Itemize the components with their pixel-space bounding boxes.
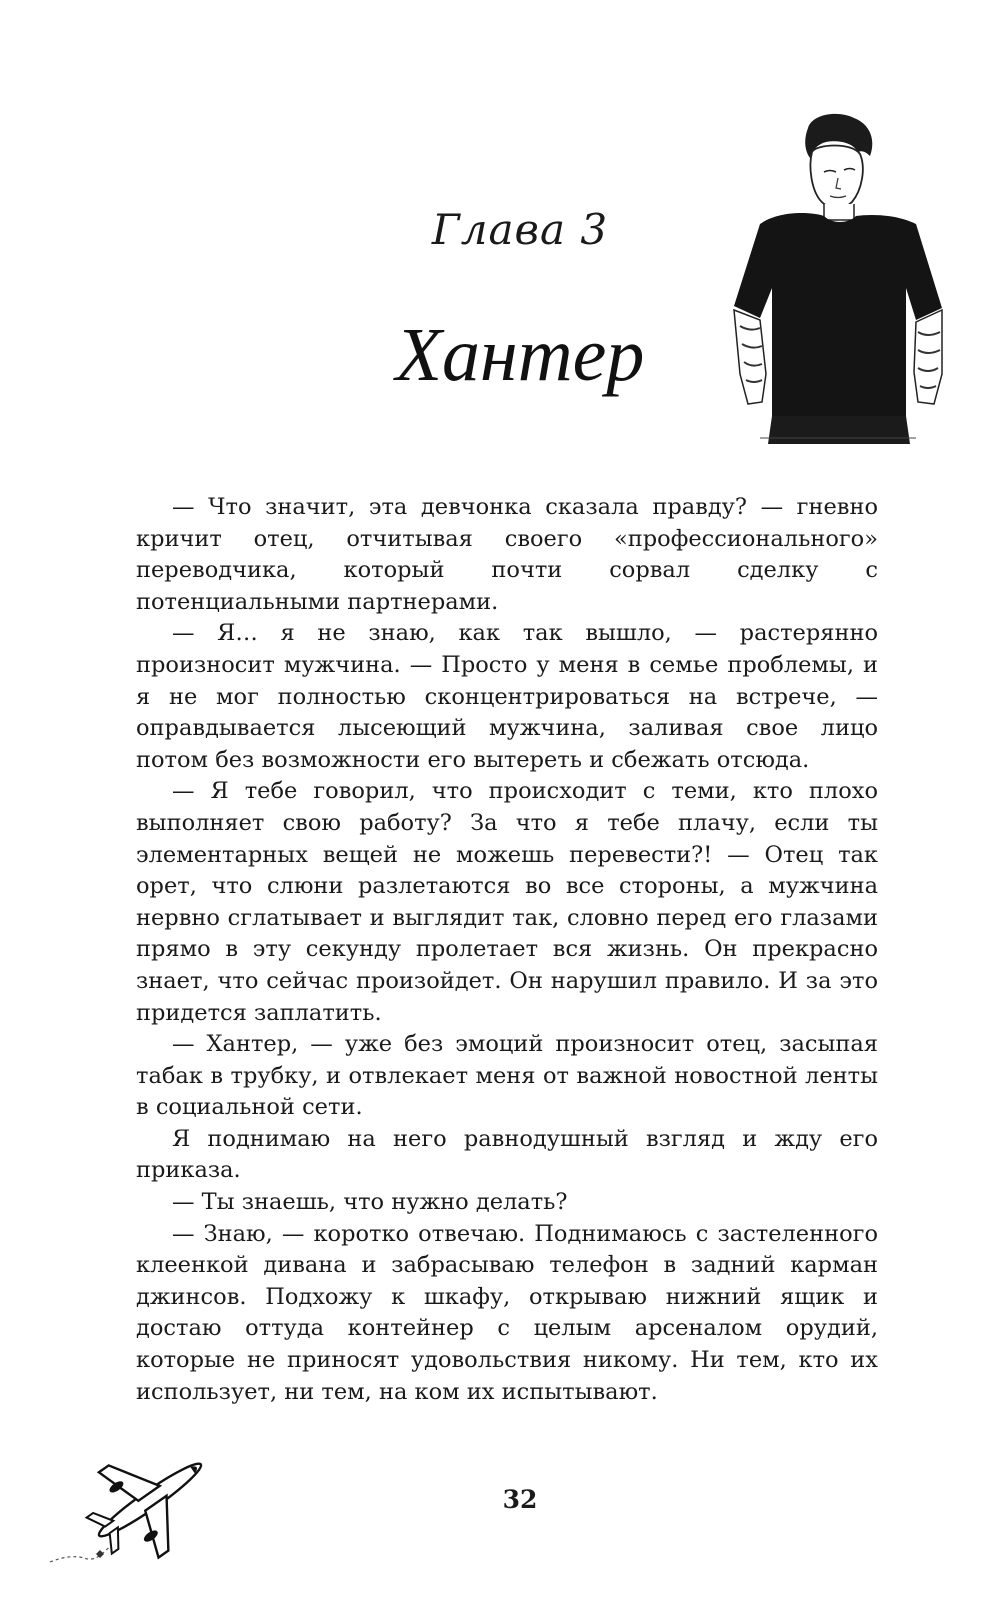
- chapter-title: Хантер: [395, 313, 645, 397]
- page-number: 32: [502, 1485, 538, 1514]
- chapter-body: [136, 492, 878, 1408]
- paragraph-2: — Я… я не знаю, как так вышло, — растерянно произносит мужчина. — Просто у меня в семье проблемы, и я не мог полностью сконцентрироваться на встрече, — оправдывается лысеющий мужчина, заливая свое лицо потом без возможности его вытереть и сбежать отсюда.: [136, 620, 878, 773]
- man-in-tshirt-illustration: [720, 112, 950, 444]
- paragraph-6: — Ты знаешь, что нужно делать?: [172, 1189, 568, 1216]
- paragraph-4: — Хантер, — уже без эмоций произносит отец, засыпая табак в трубку, и отвлекает меня от важной новостной ленты в социальной сети.: [136, 1031, 878, 1121]
- paragraph-1: — Что значит, эта девчонка сказала правду? — гневно кричит отец, отчитывая своего «профессионального» переводчика, который почти сорвал сделку с потенциальными партнерами.: [136, 494, 878, 615]
- paragraph-7: — Знаю, — коротко отвечаю. Поднимаюсь с застеленного клеенкой дивана и забрасываю телефон в задний карман джинсов. Подхожу к шкафу, открываю нижний ящик и достаю оттуда контейнер с целым арсеналом орудий, которые не приносят удовольствия никому. Ни тем, кто их использует, ни тем, на ком их испытывают.: [136, 1220, 878, 1405]
- chapter-label: Глава 3: [431, 205, 609, 254]
- paragraph-5: Я поднимаю на него равнодушный взгляд и жду его приказа.: [136, 1125, 878, 1184]
- paragraph-3: — Я тебе говорил, что происходит с теми, кто плохо выполняет свою работу? За что я тебе плачу, если ты элементарных вещей не можешь перевести?! — Отец так орет, что слюни разлетаются во все стороны, а мужчина нервно сглатывает и выглядит так, словно перед его глазами прямо в эту секунду пролетает вся жизнь. Он прекрасно знает, что сейчас произойдет. Он нарушил правило. И за это придется заплатить.: [136, 778, 878, 1026]
